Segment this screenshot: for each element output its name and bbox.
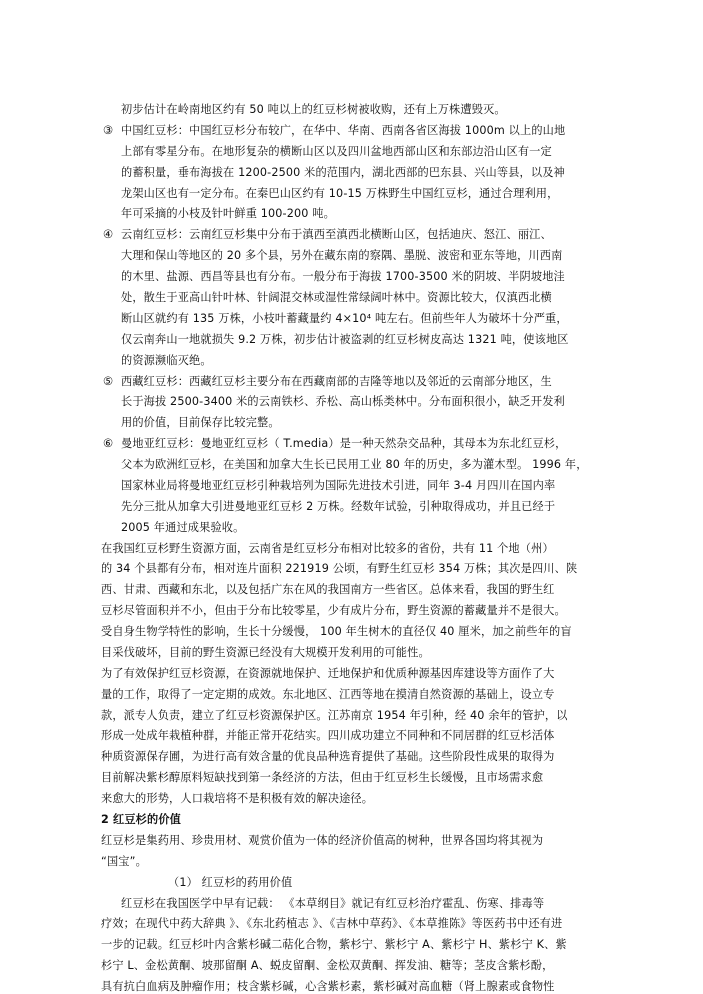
list-item-5-line: 用的价值，目前保存比较完整。 <box>121 416 280 430</box>
paragraph-wild-resources-line: 目采伐破坏，目前的野生资源已经没有大规模开发利用的可能性。 <box>101 645 430 659</box>
paragraph-protection-line: 种质资源保存圃，为进行高有效含量的优良品种选育提供了基础。这些阶段性成果的取得为 <box>101 750 555 764</box>
paragraph-wild-resources-line: 豆杉尽管面积并不小，但由于分布比较零星，少有成片分布，野生资源的蓄藏量并不是很大。 <box>101 604 566 618</box>
list-item-4-line: 仅云南奔山一地就损失 9.2 万株，初步估计被盗剥的红豆杉树皮高达 1321 吨，使该地区 <box>121 332 569 346</box>
list-marker-3: ③ <box>102 122 114 137</box>
paragraph-protection-line: 目前解决紫杉醇原料短缺找到第一条经济的方法，但由于红豆杉生长缓慢，且市场需求愈 <box>101 771 544 785</box>
subsection-heading: （1） 红豆杉的药用价值 <box>168 875 293 889</box>
paragraph-medicinal-line: 红豆杉在我国医学中早有记载： 《本草纲目》就记有红豆杉治疗霍乱、伤寒、排毒等 <box>121 896 545 910</box>
list-item-6-line: 2005 年通过成果验收。 <box>121 520 245 534</box>
list-item-3-line: 上部有零星分布。在地形复杂的横断山区以及四川盆地西部山区和东部边沿山区有一定 <box>121 144 552 158</box>
list-item-4-line: 的木里、盐源、西昌等县也有分布。一般分布于海拔 1700-3500 米的阴坡、半阴坡地洼 <box>121 270 565 283</box>
list-item-4-line: 处，散生于亚高山针叶林、针阔混交林或湿性常绿阔叶林中。资源比较大，仅滇西北横 <box>121 290 552 304</box>
paragraph-medicinal-line: 具有抗白血病及肿瘤作用；枝含紫杉碱，心含紫杉素，紫杉碱对高血糖（肾上腺素或食物性 <box>101 980 555 993</box>
paragraph-medicinal-line: 疗效；在现代中药大辞典 》、《东北药植志 》、《吉林中草药》、《本草推陈》等医药书中还有进 <box>101 917 563 931</box>
paragraph-protection-line: 形成一处成年栽植种群，并能正常开花结实。四川成功建立不同种和不同居群的红豆杉活体 <box>101 729 555 743</box>
list-item-6-line: 父本为欧洲红豆杉，在美国和加拿大生长已民用工业 80 年的历史，多为灌木型。 1996 年， <box>121 458 588 471</box>
list-item-3-line: 龙架山区也有一定分布。在秦巴山区约有 10-15 万株野生中国红豆杉，通过合理利用， <box>121 186 559 200</box>
list-item-3-line: 中国红豆杉：中国红豆杉分布较广，在华中、华南、西南各省区海拔 1000m 以上的山地 <box>121 123 566 137</box>
paragraph-protection-line: 为了有效保护红豆杉资源，在资源就地保护、迁地保护和优质种源基因库建设等方面作了大 <box>101 666 555 680</box>
list-item-5-line: 长于海拔 2500-3400 米的云南铁杉、乔松、高山栎类林中。分布面积很小，缺乏开发利 <box>121 395 565 409</box>
paragraph-medicinal-line: 杉宁 L、金松黄酮、坡那留酮 A、蜕皮留酮、金松双黄酮、挥发油、糖等；茎皮含紫杉酚， <box>101 959 554 973</box>
list-item-3-line: 的蓄积量，垂布海拔在 1200-2500 米的范围内，湖北西部的巴东县、兴山等县，以及神 <box>121 165 565 179</box>
list-item-6-line: 国家林业局将曼地亚红豆杉引种栽培列为国际先进技术引进，同年 3-4 月四川在国内率 <box>121 478 556 492</box>
list-item-4-line: 大理和保山等地区的 20 多个县，另外在藏东南的察隅、墨脱、波密和亚东等地，川西南 <box>121 249 563 263</box>
paragraph-medicinal-line: 一步的记载。红豆杉叶内含紫杉碱二萜化合物，紫杉宁、紫杉宁 A、紫杉宁 H、紫杉宁 K、紫 <box>101 938 567 952</box>
paragraph-wild-resources-line: 的 34 个县都有分布，相对连片面积 221919 公顷，有野生红豆杉 354 万株；其次是四川、陕 <box>101 562 578 576</box>
item-continuation-line: 初步估计在岭南地区约有 50 吨以上的红豆杉树被收购，还有上万株遭毁灭。 <box>121 103 506 116</box>
paragraph-protection-line: 量的工作，取得了一定定期的成效。东北地区、江西等地在摸清自然资源的基础上，设立专 <box>101 687 555 701</box>
paragraph-value-line: “国宝”。 <box>101 854 147 868</box>
list-marker-6: ⑥ <box>102 436 114 451</box>
paragraph-value-line: 红豆杉是集药用、珍贵用材、观赏价值为一体的经济价值高的树种，世界各国均将其视为 <box>101 833 544 847</box>
paragraph-wild-resources-line: 受自身生物学特性的影响，生长十分缓慢， 100 年生树木的直径仅 40 厘米，加之前些年的盲 <box>101 625 572 638</box>
list-item-5-line: 西藏红豆杉：西藏红豆杉主要分布在西藏南部的吉隆等地以及邻近的云南部分地区，生 <box>121 374 552 388</box>
list-item-6-line: 曼地亚红豆杉：曼地亚红豆杉（ T.media）是一种天然杂交品种，其母本为东北红豆杉， <box>121 437 567 451</box>
list-item-6-line: 先分三批从加拿大引进曼地亚红豆杉 2 万株。经数年试验，引种取得成功，并且已经于 <box>121 499 556 513</box>
list-item-4-line: 断山区就约有 135 万株，小枝叶蓄藏量约 4×10⁴ 吨左右。但前些年人为破坏十分严重， <box>121 311 568 325</box>
paragraph-protection-line: 款，派专人负责，建立了红豆杉资源保护区。江苏南京 1954 年引种，经 40 余年的管护，以 <box>101 708 568 722</box>
list-item-3-line: 年可采摘的小枝及针叶鲜重 100-200 吨。 <box>121 207 335 221</box>
list-item-4-line: 的资源濒临灭绝。 <box>121 353 212 367</box>
list-marker-5: ⑤ <box>102 373 114 388</box>
paragraph-wild-resources-line: 西、甘肃、西藏和东北，以及包括广东在风的我国南方一些省区。总体来看，我国的野生红 <box>101 583 555 597</box>
list-item-4-line: 云南红豆杉：云南红豆杉集中分布于滇西至滇西北横断山区，包括迪庆、怒江、丽江、 <box>121 228 552 242</box>
list-marker-4: ④ <box>102 227 114 242</box>
section-heading: 2 红豆杉的价值 <box>101 813 182 826</box>
paragraph-wild-resources-line: 在我国红豆杉野生资源方面，云南省是红豆杉分布相对比较多的省份，共有 11 个地（州） <box>101 541 554 555</box>
paragraph-protection-line: 来愈大的形势，人口栽培将不是积极有效的解决途径。 <box>101 792 374 806</box>
